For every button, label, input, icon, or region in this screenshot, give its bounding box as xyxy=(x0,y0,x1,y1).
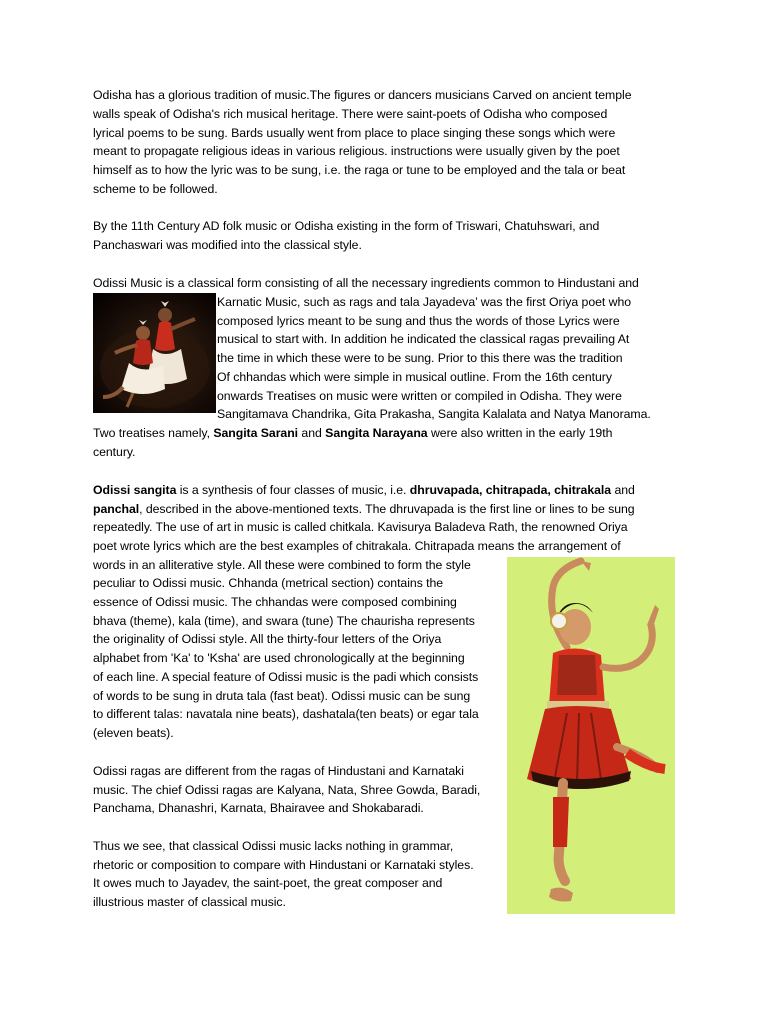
text-line: (eleven beats). xyxy=(93,726,174,740)
text-line xyxy=(93,424,612,443)
text-line: Thus we see, that classical Odissi music lacks nothing in grammar, xyxy=(93,839,454,853)
text-line: It owes much to Jayadev, the saint-poet, the great composer and xyxy=(93,876,443,890)
bold-text: Odissi sangita xyxy=(93,483,177,497)
text-span: is a synthesis of four classes of music, i.e. xyxy=(176,483,410,497)
text-span: and xyxy=(298,426,326,440)
text-line: onwards Treatises on music were written or compiled in Odisha. They were xyxy=(217,389,622,403)
text-line xyxy=(93,500,635,519)
text-line: the time in which these were to be sung. Prior to this there was the tradition xyxy=(217,351,623,365)
text-line: repeatedly. The use of art in music is called chitkala. Kavisurya Baladeva Rath, the renowned Oriya xyxy=(93,520,628,534)
text-line: Of chhandas which were simple in musical outline. From the 16th century xyxy=(217,370,612,384)
text-line: Panchama, Dhanashri, Karnata, Bhairavee and Shokabaradi. xyxy=(93,801,424,815)
text-line: Odisha has a glorious tradition of music.The figures or dancers musicians Carved on ancient temple xyxy=(93,88,632,102)
text-line: music. The chief Odissi ragas are Kalyana, Nata, Shree Gowda, Baradi, xyxy=(93,783,481,797)
text-line: illustrious master of classical music. xyxy=(93,895,286,909)
text-line: By the 11th Century AD folk music or Odisha existing in the form of Triswari, Chatuhswari, and xyxy=(93,219,600,233)
dancers-illustration xyxy=(93,293,216,413)
text-line: Sangitamava Chandrika, Gita Prakasha, Sangita Kalalata and Natya Manorama. xyxy=(217,407,651,421)
odissi-dancer-photo xyxy=(507,557,675,914)
text-line: Odissi ragas are different from the ragas of Hindustani and Karnataki xyxy=(93,764,464,778)
text-line: of each line. A special feature of Odissi music is the padi which consists xyxy=(93,670,479,684)
text-line: meant to propagate religious ideas in various religious. instructions were usually given by the poet xyxy=(93,144,620,158)
text-line: peculiar to Odissi music. Chhanda (metrical section) contains the xyxy=(93,576,444,590)
odissi-dancers-photo xyxy=(93,293,216,413)
text-line: composed lyrics meant to be sung and thus the words of those Lyrics were xyxy=(217,314,620,328)
text-line: rhetoric or composition to compare with Hindustani or Karnataki styles. xyxy=(93,858,474,872)
text-line: Odissi Music is a classical form consisting of all the necessary ingredients common to Hindustani and xyxy=(93,276,639,290)
text-line: to different talas: navatala nine beats), dashatala(ten beats) or egar tala xyxy=(93,707,479,721)
text-span: and xyxy=(611,483,635,497)
text-line: the originality of Odissi style. All the thirty-four letters of the Oriya xyxy=(93,632,442,646)
text-line: himself as to how the lyric was to be sung, i.e. the raga or tune to be employed and the tala or beat xyxy=(93,163,626,177)
bold-text: dhruvapada, chitrapada, chitrakala xyxy=(409,483,612,497)
text-span: Two treatises namely, xyxy=(93,426,214,440)
text-line: scheme to be followed. xyxy=(93,182,218,196)
text-span: , described in the above-mentioned texts. The dhruvapada is the first line or lines to be sung xyxy=(139,502,635,516)
text-line: poet wrote lyrics which are the best examples of chitrakala. Chitrapada means the arrangement of xyxy=(93,539,621,553)
text-line: Karnatic Music, such as rags and tala Jayadeva’ was the first Oriya poet who xyxy=(217,295,632,309)
text-line xyxy=(93,481,635,500)
text-line: musical to start with. In addition he indicated the classical ragas prevailing At xyxy=(217,332,630,346)
dancer-illustration xyxy=(507,557,675,914)
text-line: bhava (theme), kala (time), and swara (tune) The chaurisha represents xyxy=(93,614,475,628)
text-line: alphabet from 'Ka' to 'Ksha' are used chronologically at the beginning xyxy=(93,651,465,665)
text-line: of words to be sung in druta tala (fast beat). Odissi music can be sung xyxy=(93,689,471,703)
bold-text: Sangita Sarani xyxy=(213,426,299,440)
bold-text: Sangita Narayana xyxy=(325,426,428,440)
text-line: essence of Odissi music. The chhandas were composed combining xyxy=(93,595,457,609)
text-line: century. xyxy=(93,445,136,459)
text-span: were also written in the early 19th xyxy=(427,426,613,440)
text-line: lyrical poems to be sung. Bards usually went from place to place singing these songs which were xyxy=(93,126,616,140)
text-line: Panchaswari was modified into the classical style. xyxy=(93,238,362,252)
text-line: walls speak of Odisha's rich musical heritage. There were saint-poets of Odisha who composed xyxy=(93,107,608,121)
text-line: words in an alliterative style. All these were combined to form the style xyxy=(93,558,471,572)
bold-text: panchal xyxy=(93,502,140,516)
